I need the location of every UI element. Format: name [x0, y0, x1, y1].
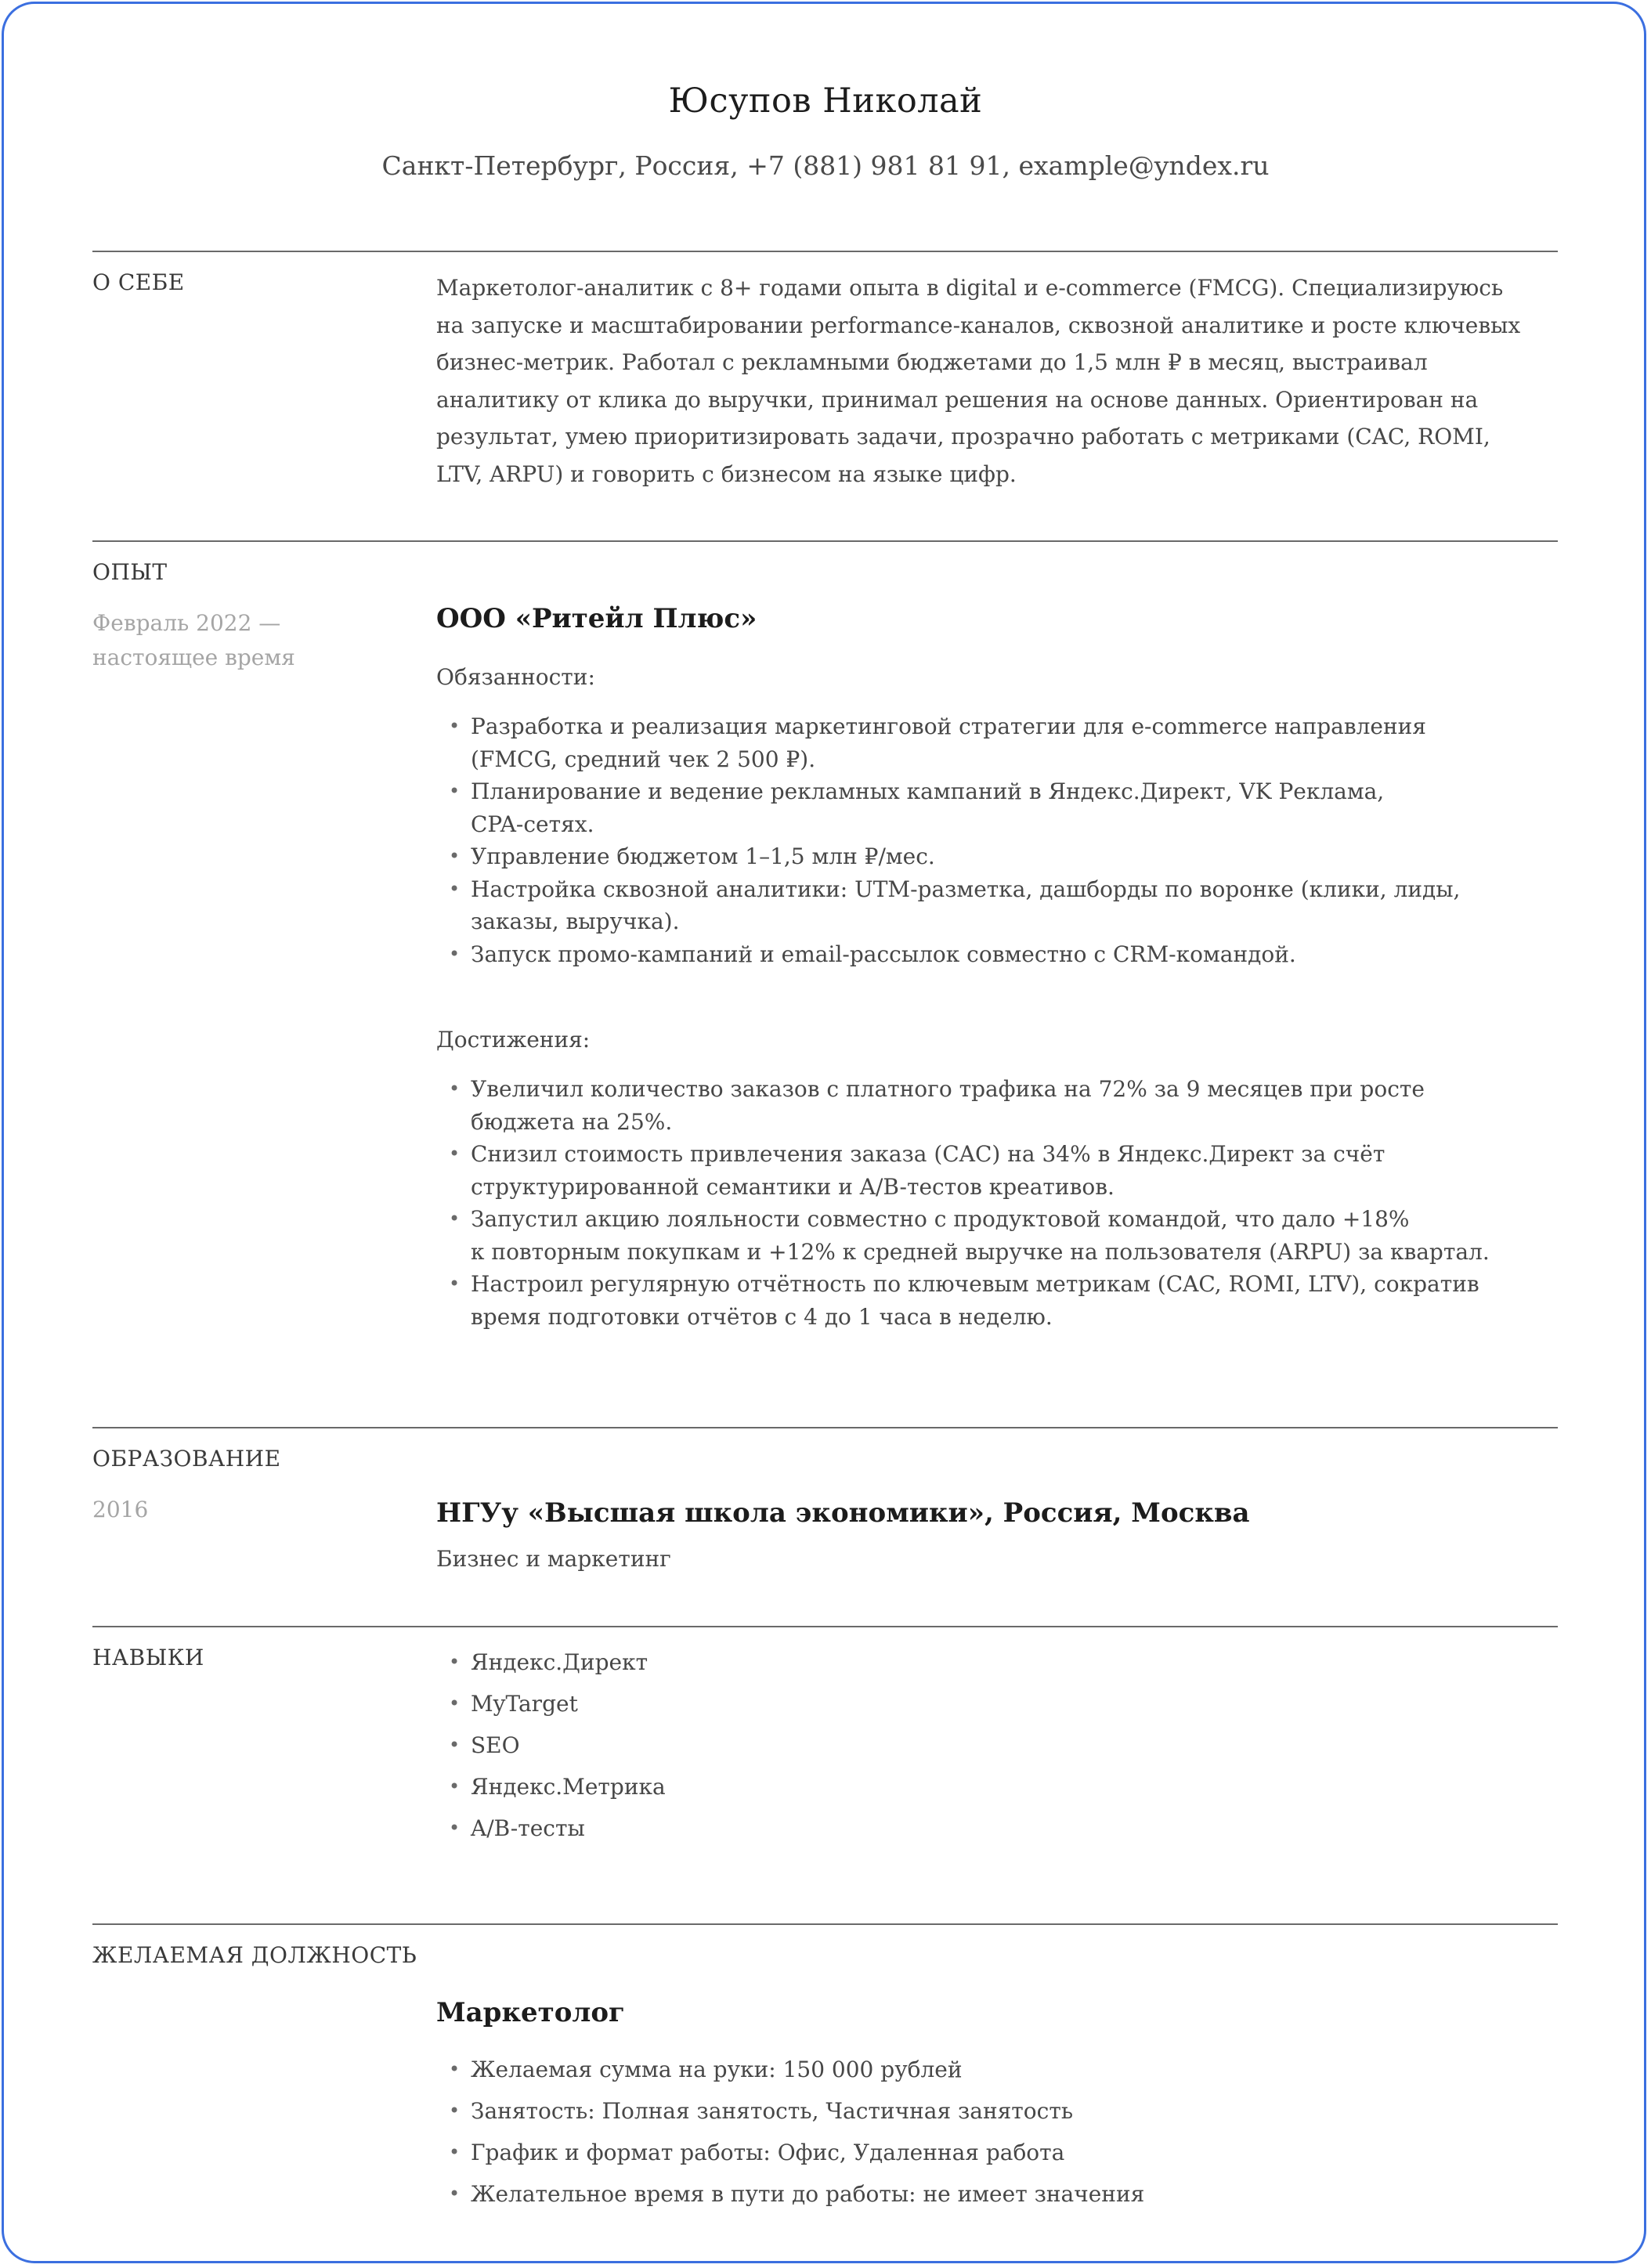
list-item: • Управление бюджетом 1–1,5 млн ₽/мес.	[436, 840, 1533, 873]
section-experience	[92, 540, 1558, 1330]
section-skills	[92, 1626, 1558, 1841]
resume-header	[0, 81, 1651, 181]
list-item: • Увеличил количество заказов с платного трафика на 72% за 9 месяцев при росте бюджета на 25%.	[436, 1073, 1533, 1138]
section-position	[92, 1923, 1558, 2207]
list-item: • SEO	[436, 1724, 1533, 1766]
section-label-education: ОБРАЗОВАНИЕ	[92, 1446, 281, 1472]
about-line: на запуске и масштабировании performance-каналов, сквозной аналитике и росте ключевых	[436, 312, 1521, 338]
list-item: • MyTarget	[436, 1683, 1533, 1724]
contact-info: Санкт-Петербург, Россия, +7 (881) 981 81 91, example@yndex.ru	[381, 150, 1270, 181]
about-text	[436, 269, 1533, 493]
list-item: • Планирование и ведение рекламных кампаний в Яндекс.Директ, VK Реклама, CPA-сетях.	[436, 775, 1533, 840]
list-item: • Разработка и реализация маркетинговой стратегии для e-commerce направления (FMCG, средний чек 2 500 ₽).	[436, 710, 1533, 775]
duties-list	[436, 710, 1533, 970]
about-line: бизнес-метрик. Работал с рекламными бюджетами до 1,5 млн ₽ в месяц, выстраивал	[436, 349, 1428, 375]
position-title: Маркетолог	[436, 1997, 625, 2028]
section-about	[92, 251, 1558, 487]
institution-name: НГУу «Высшая школа экономики», Россия, Москва	[436, 1497, 1250, 1529]
about-line: LTV, ARPU) и говорить с бизнесом на языке цифр.	[436, 460, 1017, 487]
about-line: результат, умею приоритизировать задачи, прозрачно работать с метриками (CAC, ROMI,	[436, 424, 1490, 450]
list-item: • Запустил акцию лояльности совместно с продуктовой командой, что дало +18% к повторным покупкам и +12% к средней выручке на пользователя (ARPU) за квартал.	[436, 1203, 1533, 1268]
skills-list	[436, 1641, 1533, 1849]
section-label-experience: ОПЫТ	[92, 559, 168, 585]
list-item: • Желаемая сумма на руки: 150 000 рублей	[436, 2049, 1533, 2090]
period-start: Февраль 2022 —	[92, 610, 281, 636]
list-item: • Настройка сквозной аналитики: UTM-разметка, дашборды по воронке (клики, лиды, заказы, выручка).	[436, 873, 1533, 938]
skills-content	[436, 1641, 1533, 1849]
achievements-label: Достижения:	[436, 1027, 591, 1053]
list-item: • Запуск промо-кампаний и email-рассылок совместно с CRM-командой.	[436, 938, 1533, 971]
position-content	[436, 1997, 1533, 2215]
section-label-skills: НАВЫКИ	[92, 1645, 204, 1670]
about-line: аналитику от клика до выручки, принимал решения на основе данных. Ориентирован на	[436, 386, 1479, 413]
period-end: настоящее время	[92, 645, 295, 670]
about-line: Маркетолог-аналитик с 8+ годами опыта в digital и e-commerce (FMCG). Специализируюсь	[436, 275, 1504, 301]
section-education	[92, 1427, 1558, 1572]
experience-content	[436, 603, 1533, 1333]
section-label-position: ЖЕЛАЕМАЯ ДОЛЖНОСТЬ	[92, 1942, 417, 1968]
duties-label: Обязанности:	[436, 664, 595, 690]
achievements-list	[436, 1073, 1533, 1333]
company-name: ООО «Ритейл Плюс»	[436, 603, 757, 634]
list-item: • Занятость: Полная занятость, Частичная занятость	[436, 2090, 1533, 2132]
candidate-name: Юсупов Николай	[668, 81, 983, 121]
list-item: • График и формат работы: Офис, Удаленная работа	[436, 2132, 1533, 2173]
education-year: 2016	[92, 1497, 149, 1522]
list-item: • Желательное время в пути до работы: не имеет значения	[436, 2173, 1533, 2215]
list-item: • Яндекс.Метрика	[436, 1766, 1533, 1808]
experience-period	[92, 606, 295, 675]
list-item: • Яндекс.Директ	[436, 1641, 1533, 1683]
list-item: • Снизил стоимость привлечения заказа (CAC) на 34% в Яндекс.Директ за счёт структурированной семантики и A/B-тестов креативов.	[436, 1138, 1533, 1203]
list-item: • A/B-тесты	[436, 1808, 1533, 1849]
section-label-about: О СЕБЕ	[92, 269, 185, 295]
list-item: • Настроил регулярную отчётность по ключевым метрикам (CAC, ROMI, LTV), сократив время подготовки отчётов с 4 до 1 часа в неделю.	[436, 1268, 1533, 1333]
education-field: Бизнес и маркетинг	[436, 1546, 671, 1572]
position-list	[436, 2049, 1533, 2215]
education-content	[436, 1497, 1533, 1572]
